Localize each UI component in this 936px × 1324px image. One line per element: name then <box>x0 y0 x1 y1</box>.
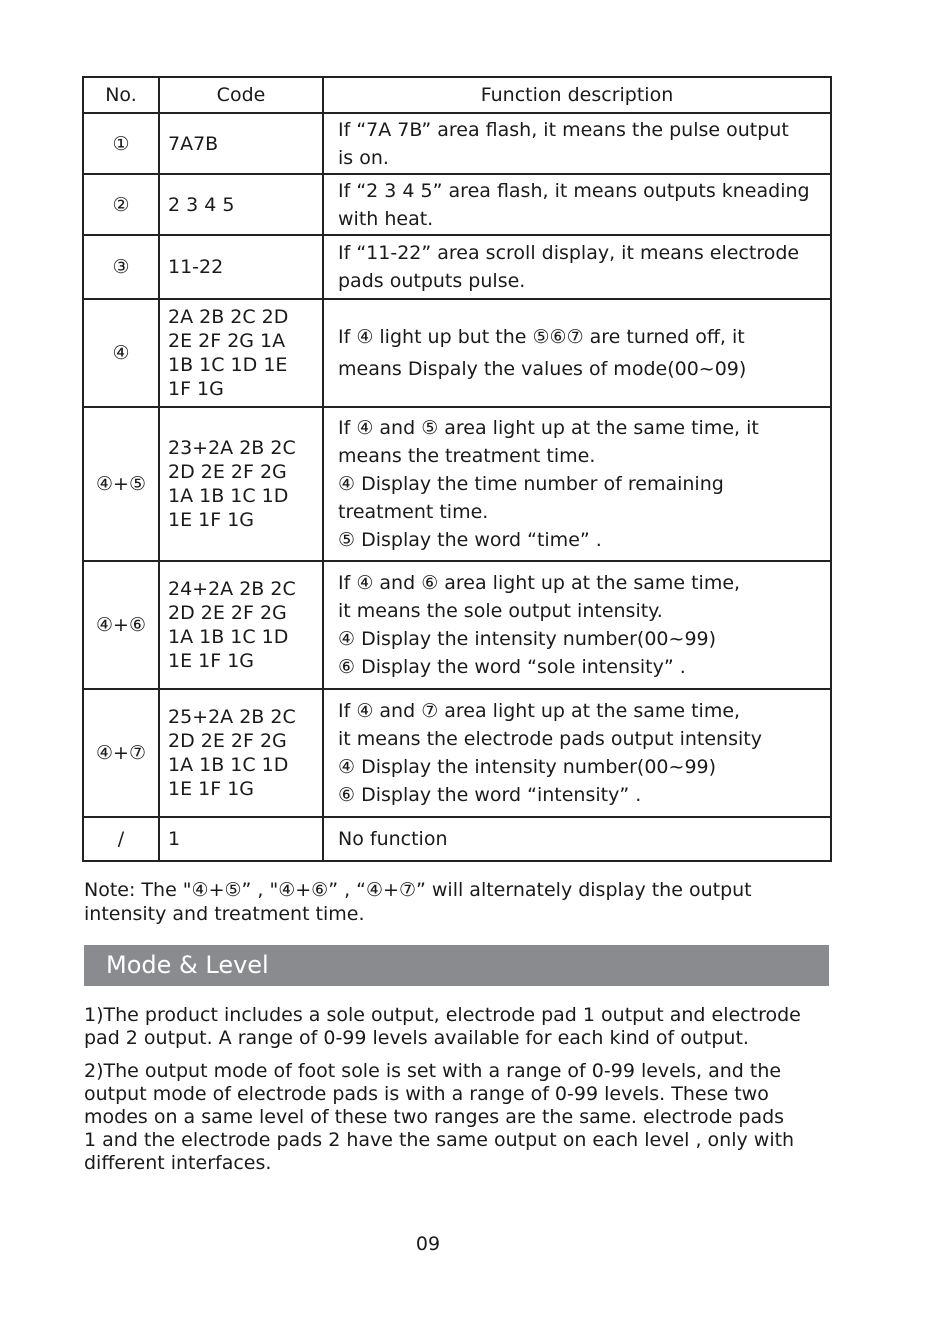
row-code: 25+2A 2B 2C 2D 2E 2F 2G 1A 1B 1C 1D 1E 1F 1G <box>159 689 323 817</box>
header-code: Code <box>159 77 323 113</box>
row-code: 23+2A 2B 2C 2D 2E 2F 2G 1A 1B 1C 1D 1E 1F 1G <box>159 407 323 561</box>
row-code: 2 3 4 5 <box>159 174 323 235</box>
table-row <box>83 407 831 561</box>
table-row <box>83 299 831 407</box>
row-function: If ④ light up but the ⑤⑥⑦ are turned off, it means Dispaly the values of mode(00~09) <box>323 299 831 407</box>
row-no: ④+⑤ <box>83 407 159 561</box>
table-row <box>83 113 831 174</box>
table-header-row <box>83 77 831 113</box>
row-no: / <box>83 817 159 861</box>
row-no: ② <box>83 174 159 235</box>
table-row <box>83 689 831 817</box>
row-code: 7A7B <box>159 113 323 174</box>
row-function: If ④ and ⑦ area light up at the same time, it means the electrode pads output intensity ④ Display the intensity number(00~99) ⑥ Display the word “intensity” . <box>323 689 831 817</box>
table-row <box>83 174 831 235</box>
row-function: If “2 3 4 5” area flash, it means outputs kneading with heat. <box>323 174 831 235</box>
section-title: Mode & Level <box>84 945 829 986</box>
table-note: Note: The "④+⑤” , "④+⑥” , “④+⑦” will alternately display the output intensity and treatment time. <box>84 879 752 925</box>
row-no: ④+⑦ <box>83 689 159 817</box>
page-number: 09 <box>415 1233 441 1255</box>
table-row <box>83 817 831 861</box>
row-code: 11-22 <box>159 235 323 299</box>
row-code: 24+2A 2B 2C 2D 2E 2F 2G 1A 1B 1C 1D 1E 1F 1G <box>159 561 323 689</box>
row-code: 2A 2B 2C 2D 2E 2F 2G 1A 1B 1C 1D 1E 1F 1G <box>159 299 323 407</box>
table-row <box>83 235 831 299</box>
row-function: If “11-22” area scroll display, it means electrode pads outputs pulse. <box>323 235 831 299</box>
row-no: ① <box>83 113 159 174</box>
row-function: If “7A 7B” area flash, it means the pulse output is on. <box>323 113 831 174</box>
row-no: ④ <box>83 299 159 407</box>
paragraph-1: 1)The product includes a sole output, electrode pad 1 output and electrode pad 2 output. A range of 0-99 levels available for each kind of output. <box>84 1004 801 1049</box>
function-table <box>82 76 832 862</box>
header-no: No. <box>83 77 159 113</box>
row-function: No function <box>323 817 831 861</box>
paragraph-2: 2)The output mode of foot sole is set with a range of 0-99 levels, and the output mode of electrode pads is with a range of 0-99 levels. These two modes on a same level of these two ranges are the same. electrode pads 1 and the electrode pads 2 have the same output on each level , only with different interfaces. <box>84 1060 795 1174</box>
row-no: ④+⑥ <box>83 561 159 689</box>
row-function: If ④ and ⑥ area light up at the same time, it means the sole output intensity. ④ Display the intensity number(00~99) ⑥ Display the word “sole intensity” . <box>323 561 831 689</box>
row-function: If ④ and ⑤ area light up at the same time, it means the treatment time. ④ Display the time number of remaining treatment time. ⑤ Display the word “time” . <box>323 407 831 561</box>
header-function: Function description <box>323 77 831 113</box>
table-row <box>83 561 831 689</box>
row-no: ③ <box>83 235 159 299</box>
row-code: 1 <box>159 817 323 861</box>
